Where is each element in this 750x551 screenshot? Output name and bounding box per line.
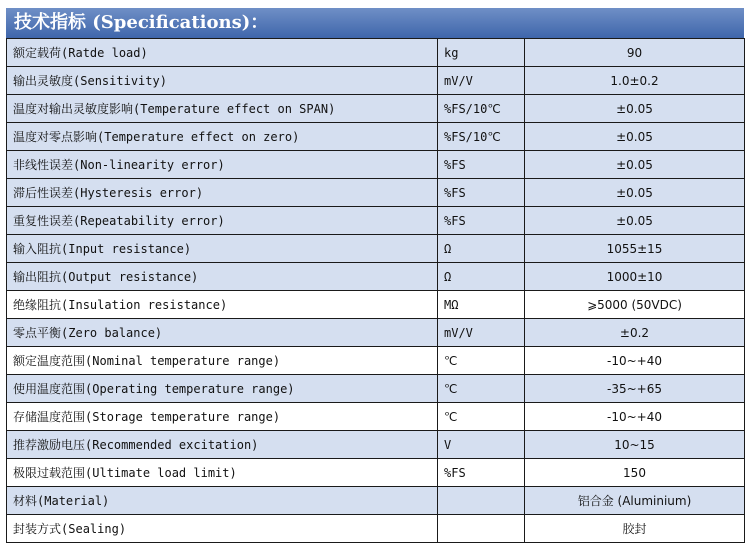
param-value: -35~+65	[525, 375, 745, 403]
param-name: 绝缘阻抗(Insulation resistance)	[7, 291, 438, 319]
spec-row	[7, 67, 745, 95]
param-unit: %FS	[438, 459, 525, 487]
param-name: 输出灵敏度(Sensitivity)	[7, 67, 438, 95]
spec-table	[6, 38, 745, 543]
param-unit: kg	[438, 39, 525, 67]
spec-row	[7, 263, 745, 291]
param-name: 极限过载范围(Ultimate load limit)	[7, 459, 438, 487]
spec-row	[7, 319, 745, 347]
spec-row	[7, 207, 745, 235]
param-value: -10~+40	[525, 347, 745, 375]
param-name: 封装方式(Sealing)	[7, 515, 438, 543]
param-unit	[438, 515, 525, 543]
spec-sheet	[6, 8, 744, 543]
param-unit: %FS/10℃	[438, 95, 525, 123]
spec-row	[7, 151, 745, 179]
param-value: ±0.05	[525, 95, 745, 123]
spec-title: 技术指标 (Specifications)：	[6, 8, 744, 38]
param-unit	[438, 487, 525, 515]
spec-row	[7, 95, 745, 123]
param-value: 1.0±0.2	[525, 67, 745, 95]
param-value: 10~15	[525, 431, 745, 459]
param-value: ±0.05	[525, 151, 745, 179]
param-value: ±0.05	[525, 179, 745, 207]
spec-row	[7, 347, 745, 375]
param-name: 输出阻抗(Output resistance)	[7, 263, 438, 291]
param-name: 额定温度范围(Nominal temperature range)	[7, 347, 438, 375]
param-unit: ℃	[438, 347, 525, 375]
param-unit: Ω	[438, 263, 525, 291]
param-value: 胶封	[525, 515, 745, 543]
param-value: -10~+40	[525, 403, 745, 431]
param-value: ±0.05	[525, 123, 745, 151]
param-name: 非线性误差(Non-linearity error)	[7, 151, 438, 179]
param-value: 1055±15	[525, 235, 745, 263]
param-name: 使用温度范围(Operating temperature range)	[7, 375, 438, 403]
param-name: 输入阻抗(Input resistance)	[7, 235, 438, 263]
spec-row	[7, 375, 745, 403]
param-value: 150	[525, 459, 745, 487]
param-unit: mV/V	[438, 67, 525, 95]
param-name: 零点平衡(Zero balance)	[7, 319, 438, 347]
param-unit: ℃	[438, 403, 525, 431]
spec-row	[7, 235, 745, 263]
spec-row	[7, 459, 745, 487]
param-unit: mV/V	[438, 319, 525, 347]
spec-row	[7, 123, 745, 151]
param-name: 温度对零点影响(Temperature effect on zero)	[7, 123, 438, 151]
param-name: 温度对输出灵敏度影响(Temperature effect on SPAN)	[7, 95, 438, 123]
param-value: ±0.2	[525, 319, 745, 347]
param-name: 材料(Material)	[7, 487, 438, 515]
param-name: 额定载荷(Ratde load)	[7, 39, 438, 67]
param-value: ±0.05	[525, 207, 745, 235]
param-unit: V	[438, 431, 525, 459]
param-name: 推荐激励电压(Recommended excitation)	[7, 431, 438, 459]
param-name: 存储温度范围(Storage temperature range)	[7, 403, 438, 431]
param-unit: ℃	[438, 375, 525, 403]
param-unit: %FS	[438, 151, 525, 179]
param-name: 重复性误差(Repeatability error)	[7, 207, 438, 235]
param-unit: MΩ	[438, 291, 525, 319]
spec-row	[7, 291, 745, 319]
param-value: 90	[525, 39, 745, 67]
spec-row	[7, 515, 745, 543]
spec-row	[7, 179, 745, 207]
param-unit: %FS	[438, 179, 525, 207]
spec-row	[7, 487, 745, 515]
param-name: 滞后性误差(Hysteresis error)	[7, 179, 438, 207]
spec-row	[7, 39, 745, 67]
param-unit: %FS	[438, 207, 525, 235]
spec-row	[7, 403, 745, 431]
param-value: ⩾5000 (50VDC)	[525, 291, 745, 319]
param-unit: Ω	[438, 235, 525, 263]
param-unit: %FS/10℃	[438, 123, 525, 151]
spec-row	[7, 431, 745, 459]
param-value: 铝合金 (Aluminium)	[525, 487, 745, 515]
param-value: 1000±10	[525, 263, 745, 291]
